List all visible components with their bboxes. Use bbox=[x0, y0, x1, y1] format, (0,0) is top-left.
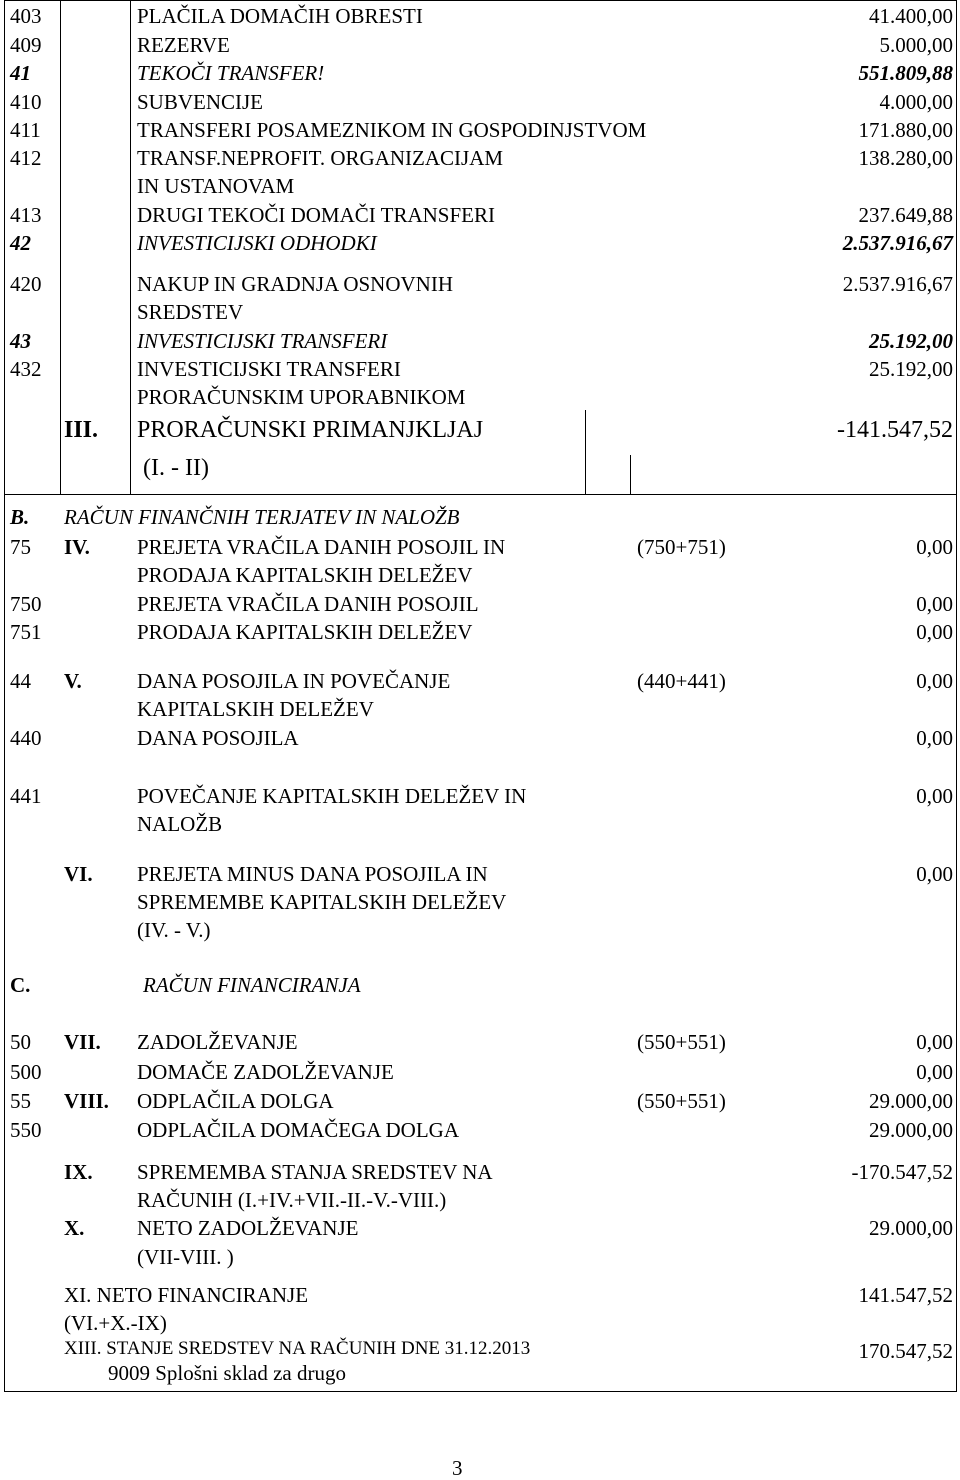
row-label: DANA POSOJILA IN POVEČANJE bbox=[137, 669, 451, 693]
row-amount: 237.649,88 bbox=[858, 203, 953, 227]
row-code: 750 bbox=[10, 592, 42, 616]
row-amount: 0,00 bbox=[916, 726, 953, 750]
row-code: 432 bbox=[10, 357, 42, 381]
row-roman: X. bbox=[64, 1216, 85, 1240]
column-divider bbox=[60, 0, 61, 494]
row-code: 412 bbox=[10, 146, 42, 170]
row-amount: 0,00 bbox=[916, 592, 953, 616]
row-amount: 0,00 bbox=[916, 862, 953, 886]
column-divider bbox=[630, 455, 631, 494]
row-label: PLAČILA DOMAČIH OBRESTI bbox=[137, 4, 423, 28]
section-divider bbox=[4, 494, 957, 495]
row-label: TRANSF.NEPROFIT. ORGANIZACIJAM bbox=[137, 146, 504, 170]
row-amount: 4.000,00 bbox=[879, 90, 953, 114]
row-amount: 171.880,00 bbox=[858, 118, 953, 142]
row-label-continued: (IV. - V.) bbox=[137, 918, 211, 942]
row-code: 420 bbox=[10, 272, 42, 296]
row-code: 500 bbox=[10, 1060, 42, 1084]
row-code: 44 bbox=[10, 669, 31, 693]
row-amount: 25.192,00 bbox=[869, 357, 953, 381]
row-code: 410 bbox=[10, 90, 42, 114]
page-number: 3 bbox=[452, 1456, 463, 1480]
row-amount: 41.400,00 bbox=[869, 4, 953, 28]
row-code: 403 bbox=[10, 4, 42, 28]
deficit-label-continued: (I. - II) bbox=[143, 455, 209, 481]
row-label-continued: IN USTANOVAM bbox=[137, 174, 295, 198]
row-amount: 25.192,00 bbox=[869, 329, 953, 353]
row-amount: 138.280,00 bbox=[858, 146, 953, 170]
row-label-continued: SREDSTEV bbox=[137, 300, 244, 324]
row-label: PRODAJA KAPITALSKIH DELEŽEV bbox=[137, 620, 473, 644]
row-label-continued: KAPITALSKIH DELEŽEV bbox=[137, 697, 374, 721]
row-formula: (550+551) bbox=[637, 1089, 726, 1113]
row-label: XI. NETO FINANCIRANJE bbox=[64, 1283, 309, 1307]
row-amount: 2.537.916,67 bbox=[842, 231, 953, 255]
row-code: 41 bbox=[10, 61, 31, 85]
row-label-continued: RAČUNIH (I.+IV.+VII.-II.-V.-VIII.) bbox=[137, 1188, 447, 1212]
row-label: PREJETA VRAČILA DANIH POSOJIL IN bbox=[137, 535, 506, 559]
row-code: 413 bbox=[10, 203, 42, 227]
row-label-continued: (VI.+X.-IX) bbox=[64, 1311, 167, 1335]
deficit-amount: -141.547,52 bbox=[837, 417, 953, 443]
row-code: 409 bbox=[10, 33, 42, 57]
row-amount: 29.000,00 bbox=[869, 1216, 953, 1240]
row-amount: 5.000,00 bbox=[879, 33, 953, 57]
row-label: ODPLAČILA DOMAČEGA DOLGA bbox=[137, 1118, 460, 1142]
row-roman: VIII. bbox=[64, 1089, 109, 1113]
row-label: TRANSFERI POSAMEZNIKOM IN GOSPODINJSTVOM bbox=[137, 118, 647, 142]
row-label: PREJETA MINUS DANA POSOJILA IN bbox=[137, 862, 488, 886]
row-code: 55 bbox=[10, 1089, 31, 1113]
row-label-continued: PRORAČUNSKIM UPORABNIKOM bbox=[137, 385, 466, 409]
row-amount: 0,00 bbox=[916, 1030, 953, 1054]
row-amount: 0,00 bbox=[916, 784, 953, 808]
row-label: NETO ZADOLŽEVANJE bbox=[137, 1216, 359, 1240]
row-label: DOMAČE ZADOLŽEVANJE bbox=[137, 1060, 394, 1084]
row-amount: 0,00 bbox=[916, 620, 953, 644]
row-amount: 29.000,00 bbox=[869, 1118, 953, 1142]
column-divider bbox=[130, 410, 131, 494]
row-roman: VI. bbox=[64, 862, 93, 886]
row-formula: (750+751) bbox=[637, 535, 726, 559]
row-amount: 170.547,52 bbox=[858, 1339, 953, 1363]
row-amount: -170.547,52 bbox=[851, 1160, 953, 1184]
row-label: XIII. STANJE SREDSTEV NA RAČUNIH DNE 31.12.2013 bbox=[64, 1338, 531, 1359]
row-code: 50 bbox=[10, 1030, 31, 1054]
row-label: NAKUP IN GRADNJA OSNOVNIH bbox=[137, 272, 453, 296]
section-letter: C. bbox=[10, 973, 31, 997]
row-label: DRUGI TEKOČI DOMAČI TRANSFERI bbox=[137, 203, 495, 227]
deficit-label: PRORAČUNSKI PRIMANJKLJAJ bbox=[137, 417, 484, 443]
row-formula: (550+551) bbox=[637, 1030, 726, 1054]
row-code: 550 bbox=[10, 1118, 42, 1142]
row-label: POVEČANJE KAPITALSKIH DELEŽEV IN bbox=[137, 784, 527, 808]
row-label: SPREMEMBA STANJA SREDSTEV NA bbox=[137, 1160, 493, 1184]
row-amount: 551.809,88 bbox=[858, 61, 953, 85]
row-code: 440 bbox=[10, 726, 42, 750]
row-amount: 141.547,52 bbox=[858, 1283, 953, 1307]
row-amount: 0,00 bbox=[916, 669, 953, 693]
row-code: 42 bbox=[10, 231, 31, 255]
row-label-continued: NALOŽB bbox=[137, 812, 223, 836]
row-amount: 0,00 bbox=[916, 535, 953, 559]
row-label: TEKOČI TRANSFER! bbox=[137, 61, 325, 85]
row-label: SUBVENCIJE bbox=[137, 90, 264, 114]
row-label: INVESTICIJSKI ODHODKI bbox=[137, 231, 377, 255]
section-letter: B. bbox=[10, 505, 30, 529]
row-label: ZADOLŽEVANJE bbox=[137, 1030, 298, 1054]
row-label: DANA POSOJILA bbox=[137, 726, 299, 750]
row-roman: IX. bbox=[64, 1160, 93, 1184]
column-divider bbox=[130, 0, 131, 410]
row-label: INVESTICIJSKI TRANSFERI bbox=[137, 357, 401, 381]
row-label: INVESTICIJSKI TRANSFERI bbox=[137, 329, 388, 353]
section-title: RAČUN FINANCIRANJA bbox=[143, 973, 361, 997]
row-label-continued: SPREMEMBE KAPITALSKIH DELEŽEV bbox=[137, 890, 507, 914]
column-divider bbox=[585, 410, 586, 494]
row-code: 411 bbox=[10, 118, 41, 142]
row-label: PREJETA VRAČILA DANIH POSOJIL bbox=[137, 592, 479, 616]
row-roman: V. bbox=[64, 669, 82, 693]
row-label-continued: (VII-VIII. ) bbox=[137, 1245, 234, 1269]
row-code: 43 bbox=[10, 329, 31, 353]
row-amount: 0,00 bbox=[916, 1060, 953, 1084]
row-code: 75 bbox=[10, 535, 31, 559]
section-title: RAČUN FINANČNIH TERJATEV IN NALOŽB bbox=[64, 505, 460, 529]
row-roman: VII. bbox=[64, 1030, 101, 1054]
row-label-continued: 9009 Splošni sklad za drugo bbox=[108, 1361, 346, 1385]
row-label: ODPLAČILA DOLGA bbox=[137, 1089, 334, 1113]
row-roman: IV. bbox=[64, 535, 90, 559]
row-amount: 2.537.916,67 bbox=[842, 272, 953, 296]
row-label: REZERVE bbox=[137, 33, 230, 57]
row-label-continued: PRODAJA KAPITALSKIH DELEŽEV bbox=[137, 563, 473, 587]
deficit-roman: III. bbox=[64, 417, 99, 443]
row-code: 441 bbox=[10, 784, 42, 808]
row-formula: (440+441) bbox=[637, 669, 726, 693]
row-amount: 29.000,00 bbox=[869, 1089, 953, 1113]
row-code: 751 bbox=[10, 620, 42, 644]
